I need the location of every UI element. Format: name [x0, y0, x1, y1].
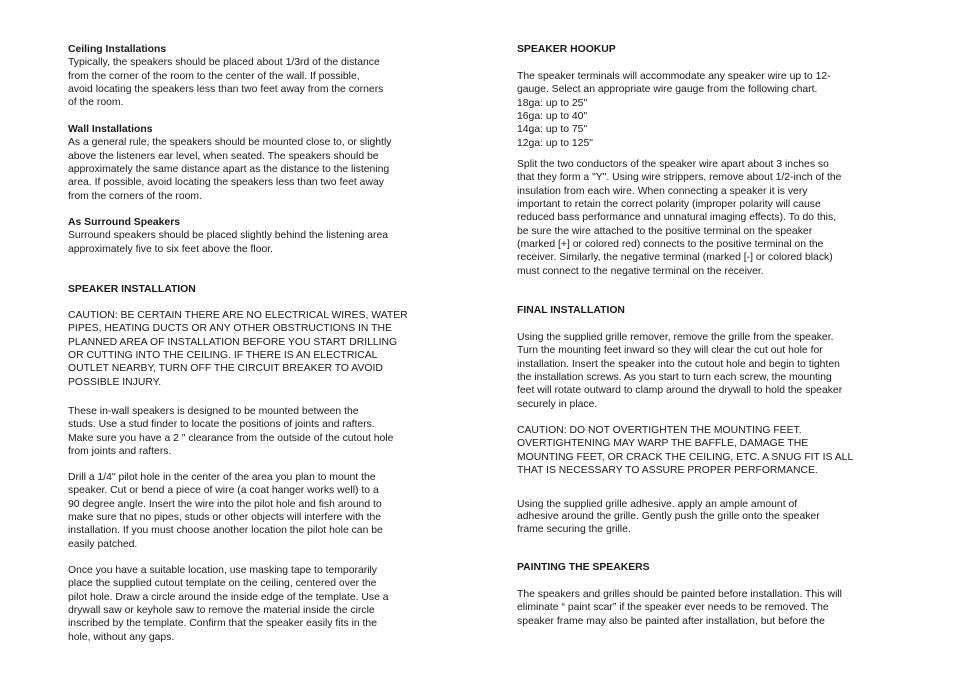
pilot-line-2: speaker. Cut or bend a piece of wire (a coat hanger works well) to a [68, 485, 379, 497]
surround-speakers-section [68, 216, 388, 256]
template-line-3: pilot hole. Draw a circle around the inside edge of the template. Use a [68, 591, 389, 603]
painting-heading-block [517, 561, 650, 574]
surround-speakers-heading: As Surround Speakers [68, 217, 181, 228]
gauge-14: 14ga: up to 75" [517, 124, 588, 136]
ceiling-line-1: Typically, the speakers should be placed about 1/3rd of the distance [68, 57, 380, 69]
studs-line-3: Make sure you have a 2 " clearance from the outside of the cutout hole [68, 432, 394, 444]
hookup-intro [517, 70, 831, 150]
gauge-18: 18ga: up to 25" [517, 97, 588, 109]
final-line-1: Using the supplied grille remover, remove the grille from the speaker. [517, 332, 834, 343]
gauge-16: 16ga: up to 40" [517, 111, 588, 123]
wall-line-4: area. If possible, avoid locating the speakers less than two feet away [68, 177, 384, 189]
installation-caution-line-5: OUTLET NEARBY, TURN OFF THE CIRCUIT BREAKER TO AVOID [68, 363, 383, 375]
final-installation-heading: FINAL INSTALLATION [517, 305, 625, 316]
template-line-2: place the supplied cutout template on the ceiling, centered over the [68, 578, 377, 590]
final-caution-line-3: MOUNTING FEET, OR CRACK THE CEILING, ETC. A SNUG FIT IS ALL [517, 451, 854, 463]
painting-line-3: speaker frame may also be painted after installation, but before the [517, 615, 825, 627]
painting-line-1: The speakers and grilles should be painted before installation. This will [517, 589, 842, 600]
polarity-line-6: be sure the wire attached to the positive terminal on the speaker [517, 225, 813, 237]
polarity-line-1: Split the two conductors of the speaker wire apart about 3 inches so [517, 159, 829, 170]
wall-line-1: As a general rule, the speakers should be mounted close to, or slightly [68, 137, 392, 149]
installation-caution-line-4: OR CUTTING INTO THE CEILING. IF THERE IS AN ELECTRICAL [68, 350, 378, 362]
wall-line-3: approximately the same distance apart as the distance to the listening [68, 164, 390, 176]
ceiling-line-3: avoid locating the speakers less than two feet away from the corners [68, 84, 384, 96]
surround-line-2: approximately five to six feet above the floor. [68, 243, 274, 255]
polarity-line-8: receiver. Similarly, the negative terminal (marked [-] or colored black) [517, 252, 833, 264]
final-caution-line-4: THAT IS NECESSARY TO ASSURE PROPER PERFORMANCE. [517, 465, 818, 477]
installation-caution-line-3: PLANNED AREA OF INSTALLATION BEFORE YOU START DRILLING [68, 336, 398, 348]
polarity-line-4: important to retain the correct polarity (improper polarity will cause [517, 199, 821, 211]
final-line-3: installation. Insert the speaker into the cutout hole and begin to tighten [517, 358, 840, 370]
final-line-6: securely in place. [517, 398, 598, 410]
ceiling-installations-section [68, 43, 383, 110]
adhesive-line-1: Using the supplied grille adhesive. apply an ample amount of [517, 499, 798, 510]
speaker-hookup-heading: SPEAKER HOOKUP [517, 44, 616, 55]
grille-adhesive-paragraph [517, 499, 820, 536]
polarity-line-9: must connect to the negative terminal on the receiver. [517, 265, 764, 277]
studs-line-2: studs. Use a stud finder to locate the positions of joints and rafters. [68, 419, 375, 431]
adhesive-line-3: frame securing the grille. [517, 523, 631, 535]
pilot-line-6: easily patched. [68, 538, 138, 550]
final-installation-heading-block [517, 304, 625, 317]
template-line-6: hole, without any gaps. [68, 631, 175, 643]
wall-installations-section [68, 123, 391, 203]
hookup-polarity-paragraph [517, 158, 841, 278]
hookup-intro-line-1: The speaker terminals will accommodate any speaker wire up to 12- [517, 71, 831, 82]
installation-caution-line-2: PIPES, HEATING DUCTS OR ANY OTHER OBSTRUCTIONS IN THE [68, 323, 392, 335]
installation-paragraph-studs [68, 405, 393, 458]
final-caution [517, 424, 853, 477]
polarity-line-7: (marked [+] or colored red) connects to the positive terminal on the [517, 239, 824, 251]
ceiling-installations-heading: Ceiling Installations [68, 44, 167, 55]
painting-paragraph [517, 588, 842, 628]
speaker-hookup-heading-block [517, 43, 616, 56]
painting-speakers-heading: PAINTING THE SPEAKERS [517, 562, 650, 573]
hookup-intro-line-2: gauge. Select an appropriate wire gauge from the following chart. [517, 84, 818, 96]
speaker-installation-heading: SPEAKER INSTALLATION [68, 284, 196, 295]
ceiling-line-4: of the room. [68, 97, 124, 109]
gauge-12: 12ga: up to 125" [517, 137, 593, 149]
painting-line-2: eliminate “ paint scar” if the speaker ever needs to be removed. The [517, 602, 829, 614]
studs-line-4: from joints and rafters. [68, 446, 172, 458]
wall-line-5: from the corners of the room. [68, 190, 202, 202]
final-caution-line-1: CAUTION: DO NOT OVERTIGHTEN THE MOUNTING FEET. [517, 425, 802, 436]
pilot-line-3: 90 degree angle. Insert the wire into the pilot hole and fish around to [68, 498, 382, 510]
polarity-line-2: that they form a "Y". Using wire strippers, remove about 1/2-inch of the [517, 172, 842, 184]
speaker-installation-heading-block [68, 283, 196, 296]
wall-installations-heading: Wall Installations [68, 124, 153, 135]
pilot-line-1: Drill a 1/4" pilot hole in the center of the area you plan to mount the [68, 472, 376, 483]
surround-line-1: Surround speakers should be placed slightly behind the listening area [68, 230, 389, 242]
final-line-4: the installation screws. As you start to turn each screw, the mounting [517, 372, 832, 384]
adhesive-line-2: adhesive around the grille. Gently push the grille onto the speaker [517, 511, 820, 523]
final-line-2: Turn the mounting feet inward so they will clear the cut out hole for [517, 345, 823, 357]
installation-paragraph-template [68, 564, 389, 644]
pilot-line-4: make sure that no pipes, studs or other objects will interfere with the [68, 512, 382, 524]
installation-paragraph-pilot-hole [68, 471, 383, 551]
template-line-4: drywall saw or keyhole saw to remove the material inside the circle [68, 605, 375, 617]
template-line-1: Once you have a suitable location, use masking tape to temporarily [68, 565, 378, 576]
template-line-5: inscribed by the template. Confirm that the speaker easily fits in the [68, 618, 377, 630]
final-installation-paragraph [517, 331, 842, 411]
final-line-5: feet will rotate outward to clamp around the drywall to hold the speaker [517, 385, 843, 397]
pilot-line-5: installation. If you must choose another location the pilot hole can be [68, 525, 383, 537]
polarity-line-3: insulation from each wire. When connecting a speaker it is very [517, 185, 808, 197]
final-caution-line-2: OVERTIGHTENING MAY WARP THE BAFFLE, DAMAGE THE [517, 438, 809, 450]
studs-line-1: These in-wall speakers is designed to be mounted between the [68, 406, 359, 417]
installation-caution [68, 309, 408, 389]
wall-line-2: above the listeners ear level, when seated. The speakers should be [68, 150, 379, 162]
polarity-line-5: reduced bass performance and unnatural imaging effects). To do this, [517, 212, 837, 224]
installation-caution-line-1: CAUTION: BE CERTAIN THERE ARE NO ELECTRICAL WIRES, WATER [68, 310, 408, 321]
installation-caution-line-6: POSSIBLE INJURY. [68, 376, 162, 388]
ceiling-line-2: from the corner of the room to the center of the wall. If possible, [68, 70, 360, 82]
